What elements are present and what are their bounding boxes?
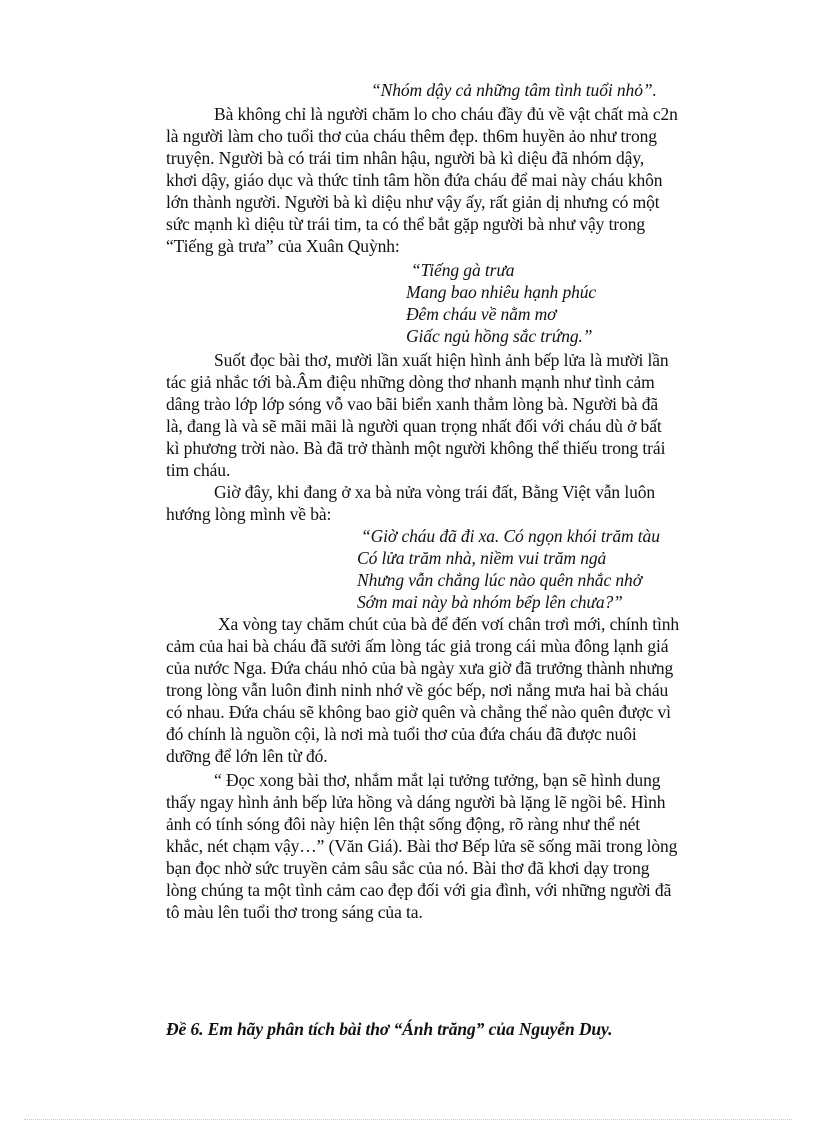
text-line: Bà không chỉ là người chăm lo cho cháu đầy đủ về vật chất mà c2n (214, 104, 678, 124)
text-line: bạn đọc nhờ sức truyền cảm sâu sắc của nó. Bài thơ đã khơi dạy trong (166, 858, 650, 878)
text-line: Giờ đây, khi đang ở xa bà nửa vòng trái đất, Bằng Việt vẫn luôn (214, 482, 656, 502)
poem-line: Sớm mai này bà nhóm bếp lên chưa?” (357, 592, 623, 612)
page-bottom-rule (24, 1119, 792, 1120)
text-line: tác giả nhắc tới bà.Âm điệu những dòng thơ nhanh mạnh như tình cảm (166, 372, 655, 392)
poem-line: Nhưng vẫn chẳng lúc nào quên nhắc nhở (357, 570, 642, 590)
text-line: có nhau. Đứa cháu sẽ không bao giờ quên và chẳng thể nào quên được vì (166, 702, 671, 722)
text-line: đó chính là nguồn cội, là nơi mà tuổi thơ của đứa cháu đã được nuôi (166, 724, 637, 744)
poem-line: Đêm cháu về nằm mơ (406, 304, 557, 324)
text-line: dưỡng để lớn lên từ đó. (166, 746, 328, 766)
text-line: Xa vòng tay chăm chút của bà để đến vơí chân trơì mới, chính tình (218, 614, 680, 634)
text-line: lớn thành người. Người bà kì diệu như vậy ấy, rất giản dị nhưng có một (166, 192, 660, 212)
text-line: Suốt đọc bài thơ, mười lần xuất hiện hình ảnh bếp lửa là mười lần (214, 350, 669, 370)
text-line: là, đang là và sẽ mãi mãi là người quan trọng nhất đối với cháu dù ở bất (166, 416, 662, 436)
text-line: trong lòng vẫn luôn đinh ninh nhớ về góc bếp, nơi nắng mưa hai bà cháu (166, 680, 669, 700)
section-heading: Đề 6. Em hãy phân tích bài thơ “Ánh trăng” của Nguyễn Duy. (166, 1019, 613, 1039)
text-line: hướng lòng mình về bà: (166, 504, 332, 524)
text-line: của nước Nga. Đứa cháu nhỏ của bà ngày xưa giờ đã trưởng thành nhưng (166, 658, 674, 678)
text-line: thấy ngay hình ảnh bếp lửa hồng và dáng người bà lặng lẽ ngồi bê. Hình (166, 792, 666, 812)
poem-line: Có lửa trăm nhà, niềm vui trăm ngả (357, 548, 607, 568)
text-line: tim cháu. (166, 460, 231, 480)
text-line: “ Đọc xong bài thơ, nhắm mắt lại tưởng tưởng, bạn sẽ hình dung (214, 770, 661, 790)
text-line: dâng trào lớp lớp sóng vỗ vao bãi biển xanh thẳm lòng bà. Người bà đã (166, 394, 659, 414)
poem-line: Giấc ngủ hồng sắc trứng.” (406, 326, 593, 346)
text-line: khắc, nét chạm vậy…” (Văn Giá). Bài thơ Bếp lửa sẽ sống mãi trong lòng (166, 836, 678, 856)
text-line: truyện. Người bà có trái tim nhân hậu, người bà kì diệu đã nhóm dậy, (166, 148, 645, 168)
opening-quote: “Nhóm dậy cả những tâm tình tuổi nhỏ”. (371, 80, 657, 100)
text-line: kì phương trời nào. Bà đã trở thành một người không thể thiếu trong trái (166, 438, 666, 458)
text-line: sức mạnh kì diệu từ trái tim, ta có thể bắt gặp người bà như vậy trong (166, 214, 646, 234)
poem-line: “Tiếng gà trưa (411, 260, 515, 280)
poem-line: Mang bao nhiêu hạnh phúc (406, 282, 597, 302)
text-line: “Tiếng gà trưa” của Xuân Quỳnh: (166, 236, 400, 256)
text-line: khơi dậy, giáo dục và thức tỉnh tâm hồn đứa cháu để mai này cháu khôn (166, 170, 663, 190)
text-line: lòng chúng ta một tình cảm cao đẹp đối với gia đình, với những người đã (166, 880, 672, 900)
text-line: tô màu lên tuổi thơ trong sáng của ta. (166, 902, 423, 922)
text-line: cảm của hai bà cháu đã sưởi ấm lòng tác giả trong cái mùa đông lạnh giá (166, 636, 669, 656)
poem-line: “Giờ cháu đã đi xa. Có ngọn khói trăm tàu (361, 526, 660, 546)
text-line: là người làm cho tuổi thơ của cháu thêm đẹp. th6m huyền ảo như trong (166, 126, 657, 146)
text-line: ảnh có tính sóng đôi này hiện lên thật sống động, rõ ràng như thể nét (166, 814, 641, 834)
